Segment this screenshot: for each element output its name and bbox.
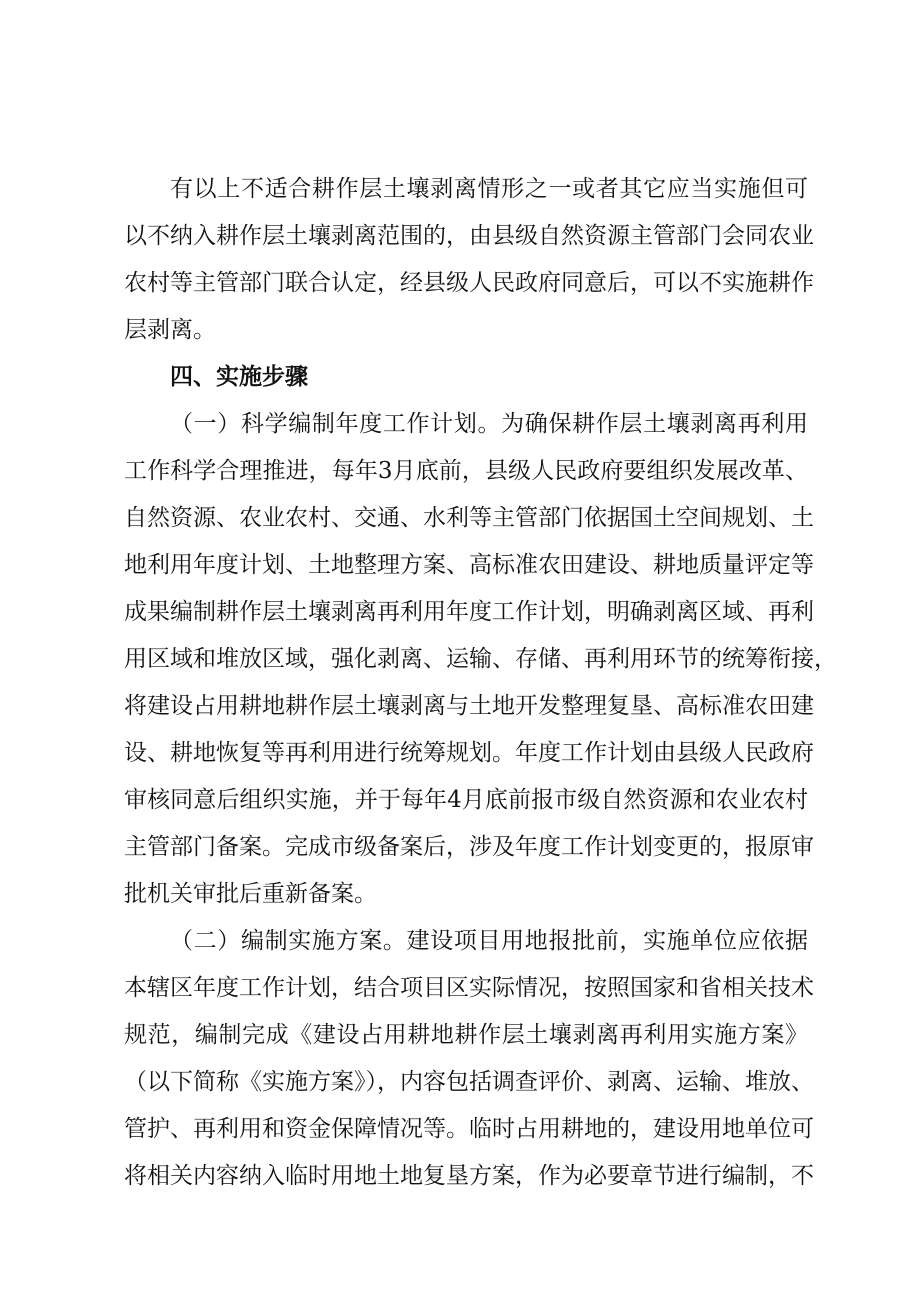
paragraph-3-line-4: （以下简称《实施方案》），内容包括调查评价、剥离、运输、堆放、 bbox=[124, 1069, 814, 1095]
paragraph-2-line-11: 批机关审批后重新备案。 bbox=[124, 881, 377, 907]
paragraph-1-line-3: 农村等主管部门联合认定，经县级人民政府同意后，可以不实施耕作 bbox=[124, 270, 814, 296]
paragraph-2-line-4: 地利用年度计划、土地整理方案、高标准农田建设、耕地质量评定等 bbox=[124, 552, 814, 578]
paragraph-2-line-9: 审核同意后组织实施，并于每年4月底前报市级自然资源和农业农村 bbox=[124, 787, 808, 813]
paragraph-2-line-7: 将建设占用耕地耕作层土壤剥离与土地开发整理复垦、高标准农田建 bbox=[124, 693, 814, 719]
paragraph-2-line-2: 工作科学合理推进，每年3月底前，县级人民政府要组织发展改革、 bbox=[124, 458, 808, 484]
paragraph-3-line-1: （二）编制实施方案。建设项目用地报批前，实施单位应依据 bbox=[170, 928, 808, 954]
section-heading: 四、实施步骤 bbox=[170, 364, 308, 390]
paragraph-1-line-1: 有以上不适合耕作层土壤剥离情形之一或者其它应当实施但可 bbox=[170, 176, 808, 202]
paragraph-3-line-3: 规范，编制完成《建设占用耕地耕作层土壤剥离再利用实施方案》 bbox=[124, 1022, 808, 1048]
paragraph-2-line-8: 设、耕地恢复等再利用进行统筹规划。年度工作计划由县级人民政府 bbox=[124, 740, 814, 766]
paragraph-2-line-5: 成果编制耕作层土壤剥离再利用年度工作计划，明确剥离区域、再利 bbox=[124, 599, 814, 625]
paragraph-2-line-10: 主管部门备案。完成市级备案后，涉及年度工作计划变更的，报原审 bbox=[124, 834, 814, 860]
paragraph-2-line-3: 自然资源、农业农村、交通、水利等主管部门依据国土空间规划、土 bbox=[124, 505, 814, 531]
paragraph-1-line-4: 层剥离。 bbox=[124, 317, 216, 343]
paragraph-2-line-6: 用区域和堆放区域，强化剥离、运输、存储、再利用环节的统筹衔接， bbox=[124, 646, 837, 672]
paragraph-3-line-5: 管护、再利用和资金保障情况等。临时占用耕地的，建设用地单位可 bbox=[124, 1116, 814, 1142]
paragraph-3-line-2: 本辖区年度工作计划，结合项目区实际情况，按照国家和省相关技术 bbox=[124, 975, 814, 1001]
paragraph-3-line-6: 将相关内容纳入临时用地土地复垦方案，作为必要章节进行编制，不 bbox=[124, 1163, 814, 1189]
paragraph-2-line-1: （一）科学编制年度工作计划。为确保耕作层土壤剥离再利用 bbox=[170, 411, 808, 437]
paragraph-1-line-2: 以不纳入耕作层土壤剥离范围的，由县级自然资源主管部门会同农业 bbox=[124, 223, 814, 249]
